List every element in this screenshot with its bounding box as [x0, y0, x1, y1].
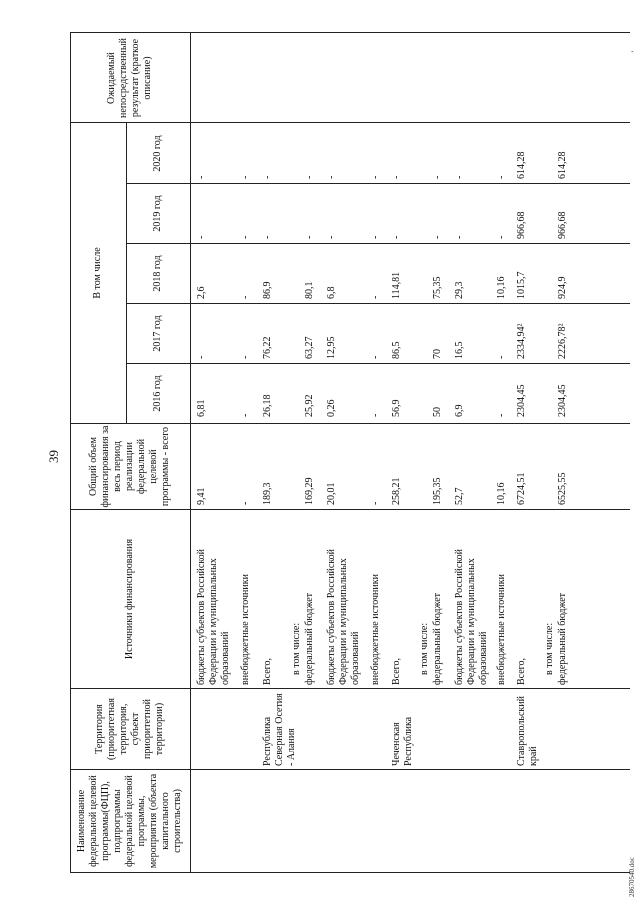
total-cell: -	[370, 501, 381, 505]
y2016-cell: 25,92	[304, 394, 315, 417]
y2020-cell: -	[391, 175, 402, 179]
y2018-cell: 29,3	[454, 281, 465, 299]
source-cell: бюджеты субъектов Российской Федерации и муниципальных образований	[196, 548, 231, 685]
header-including: В том числе	[92, 247, 103, 299]
document-id: 28670540.doc	[628, 857, 636, 897]
source-cell: внебюджетные источники	[496, 574, 507, 685]
y2019-cell: -	[326, 235, 337, 239]
source-cell: бюджеты субъектов Российской Федерации и муниципальных образований	[454, 548, 489, 685]
header-2018: 2018 год	[152, 255, 163, 292]
y2020-cell: 614,28	[516, 151, 527, 179]
y2016-cell: 6,9	[454, 404, 465, 417]
total-cell: 258,21	[391, 477, 402, 505]
territory-cell: Ставропольский край	[516, 696, 539, 766]
header-2016: 2016 год	[152, 375, 163, 412]
y2018-cell: 6,8	[326, 286, 337, 299]
y2016-cell: -	[370, 413, 381, 417]
y2016-cell: -	[240, 413, 251, 417]
y2017-cell: 63,27	[304, 336, 315, 359]
header-territory: Территория (приоритетная территория, субъект приоритетной территории)	[94, 698, 165, 760]
y2020-cell: -	[196, 175, 207, 179]
y2018-cell: 1015,7	[516, 271, 527, 299]
y2017-cell: 86,5	[391, 341, 402, 359]
total-cell: 189,3	[262, 482, 273, 505]
y2019-cell: 966,68	[557, 211, 568, 239]
y2018-cell: 114,81	[391, 271, 402, 299]
y2019-cell: -	[196, 235, 207, 239]
y2017-cell: 12,95	[326, 336, 337, 359]
y2020-cell: -	[262, 175, 273, 179]
y2019-cell: -	[262, 235, 273, 239]
header-2020: 2020 год	[152, 135, 163, 172]
y2017-cell: 70	[432, 349, 443, 359]
y2016-cell: 0,26	[326, 399, 337, 417]
y2016-cell: 56,9	[391, 399, 402, 417]
source-cell: Всего,	[391, 657, 402, 685]
y2019-cell: -	[391, 235, 402, 239]
total-cell: 6724,51	[516, 472, 527, 505]
header-2017: 2017 год	[152, 315, 163, 352]
y2018-cell: 86,9	[262, 281, 273, 299]
y2020-cell: -	[304, 175, 315, 179]
y2020-cell: -	[370, 175, 381, 179]
y2019-cell: -	[304, 235, 315, 239]
y2016-cell: 26,18	[262, 394, 273, 417]
total-cell: 169,29	[304, 477, 315, 505]
y2020-cell: -	[240, 175, 251, 179]
total-cell: 52,7	[454, 487, 465, 505]
y2016-cell: 50	[432, 407, 443, 417]
source-cell: федеральный бюджет	[432, 592, 443, 685]
y2018-cell: 10,16	[496, 276, 507, 299]
total-cell: 10,16	[496, 482, 507, 505]
y2018-cell: 924,9	[557, 276, 568, 299]
header-total-cell: Общий объем финансирования за весь период реализации федеральной целевой программы - всего	[88, 425, 171, 508]
y2017-cell: -	[496, 355, 507, 359]
total-cell: -	[240, 501, 251, 505]
source-cell: в том числе:	[419, 622, 430, 675]
total-cell: 20,01	[326, 482, 337, 505]
y2017-cell: 16,5	[454, 341, 465, 359]
y2017-cell: -	[240, 355, 251, 359]
y2016-cell: 6,81	[196, 399, 207, 417]
y2019-cell: -	[454, 235, 465, 239]
y2018-cell: 2,6	[196, 286, 207, 299]
source-cell: Всего,	[262, 657, 273, 685]
y2018-cell: 75,35	[432, 276, 443, 299]
source-cell: бюджеты субъектов Российской Федерации и муниципальных образований	[326, 548, 361, 685]
source-cell: внебюджетные источники	[370, 574, 381, 685]
source-cell: Всего,	[516, 657, 527, 685]
y2017-cell: 76,22	[262, 336, 273, 359]
y2020-cell: -	[326, 175, 337, 179]
source-cell: федеральный бюджет	[304, 592, 315, 685]
y2016-cell: -	[496, 413, 507, 417]
y2017-cell: -	[196, 355, 207, 359]
header-name: Наименование федеральной целевой программы(ФЦП), подпрограммы федеральной целевой программы, мероприятия (объекта капитального строительства)	[76, 773, 183, 869]
source-cell: в том числе:	[544, 622, 555, 675]
y2018-cell: -	[240, 295, 251, 299]
total-cell: 9,41	[196, 487, 207, 505]
territory-cell: Чеченская Республика	[391, 716, 414, 766]
header-sources: Источники финансирования	[124, 538, 135, 660]
header-result: Ожидаемый непосредственный результат (краткое описание)	[106, 38, 153, 118]
total-cell: 6525,55	[557, 472, 568, 505]
edge-mark: ʼ	[630, 50, 639, 53]
y2017-cell: -	[370, 355, 381, 359]
y2019-cell: -	[370, 235, 381, 239]
y2016-cell: 2304,45	[557, 384, 568, 417]
y2019-cell: -	[432, 235, 443, 239]
y2017-cell: 2334,94²	[516, 323, 527, 359]
y2016-cell: 2304,45	[516, 384, 527, 417]
y2020-cell: -	[432, 175, 443, 179]
territory-cell: Республика Северная Осетия - Алания	[262, 693, 297, 766]
header-2019: 2019 год	[152, 195, 163, 232]
y2020-cell: 614,28	[557, 151, 568, 179]
page-number: 39	[46, 450, 61, 463]
y2019-cell: -	[496, 235, 507, 239]
source-cell: в том числе:	[291, 622, 302, 675]
source-cell: федеральный бюджет	[557, 592, 568, 685]
y2018-cell: -	[370, 295, 381, 299]
y2020-cell: -	[454, 175, 465, 179]
source-cell: внебюджетные источники	[240, 574, 251, 685]
y2018-cell: 80,1	[304, 281, 315, 299]
y2019-cell: -	[240, 235, 251, 239]
y2020-cell: -	[496, 175, 507, 179]
y2017-cell: 2226,78²	[557, 323, 568, 359]
total-cell: 195,35	[432, 477, 443, 505]
y2019-cell: 966,68	[516, 211, 527, 239]
